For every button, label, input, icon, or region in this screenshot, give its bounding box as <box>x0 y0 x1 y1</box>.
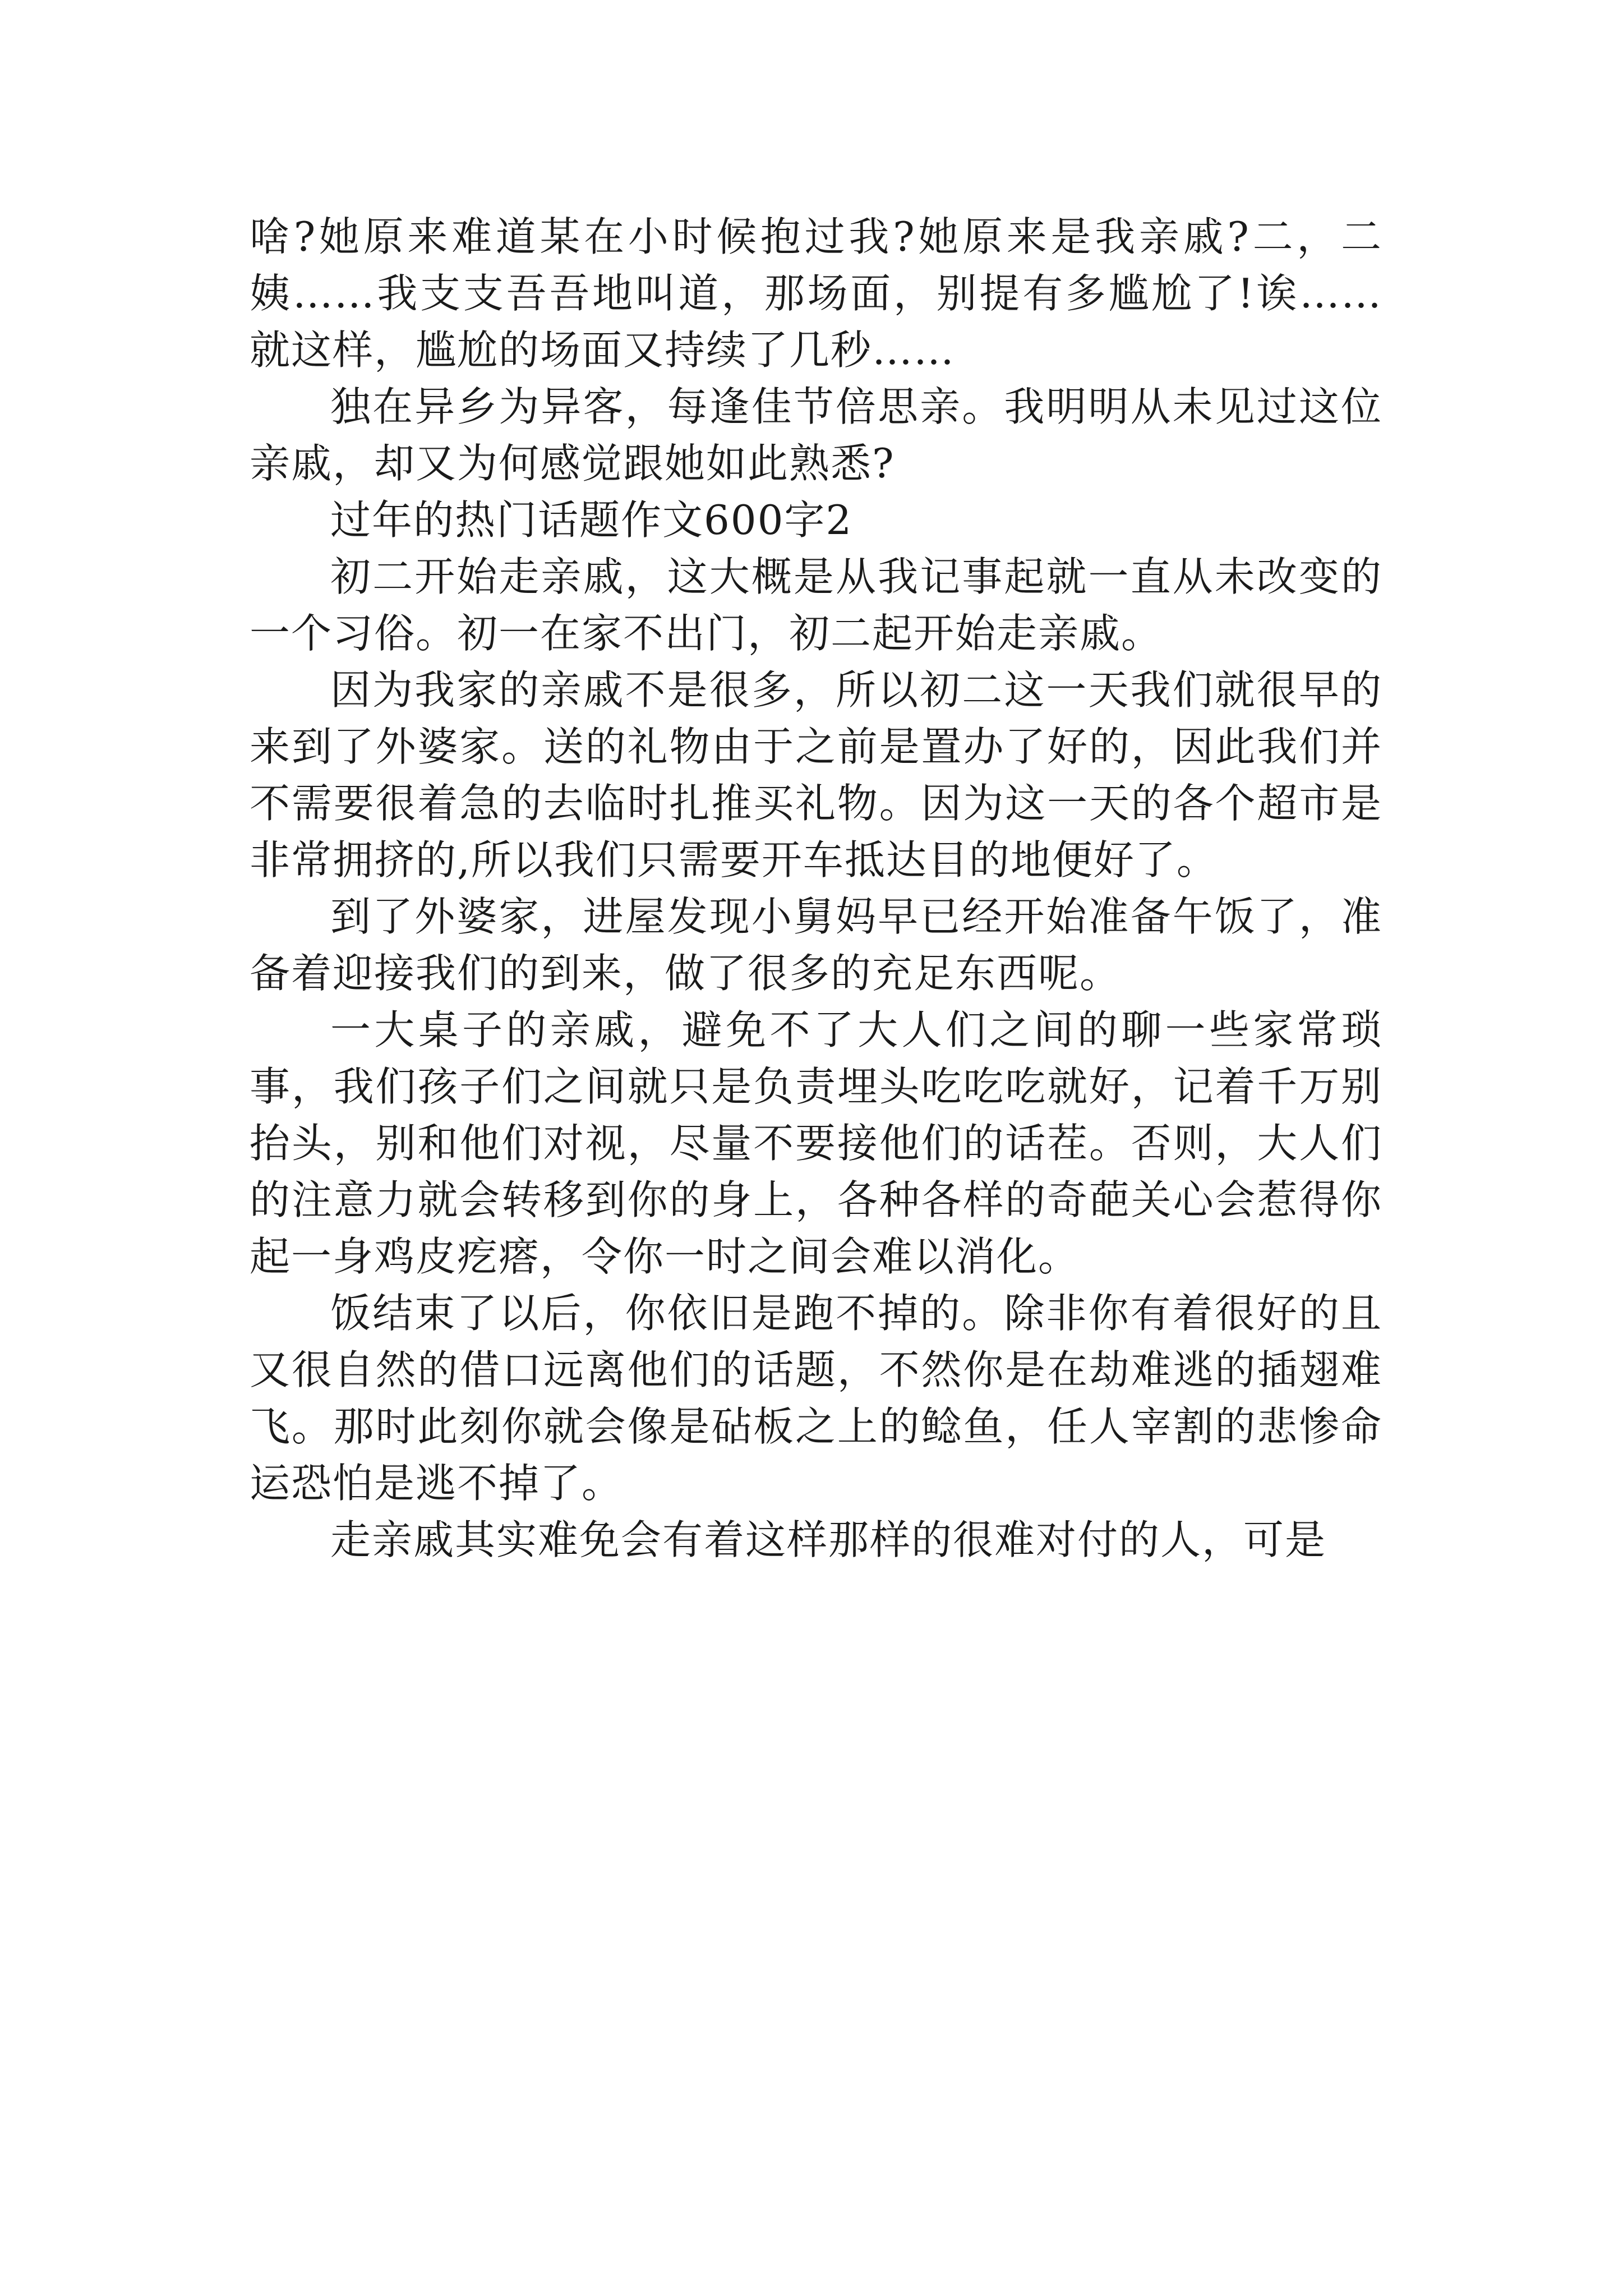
paragraph-2: 独在异乡为异客，每逢佳节倍思亲。我明明从未见过这位亲戚，却又为何感觉跟她如此熟悉? <box>250 383 1382 487</box>
paragraph-1: 啥?她原来难道某在小时候抱过我?她原来是我亲戚?二，二姨……我支支吾吾地叫道，那场面，别提有多尴尬了!诶……就这样，尴尬的场面又持续了几秒…… <box>250 213 1382 374</box>
paragraph-7: 饭结束了以后，你依旧是跑不掉的。除非你有着很好的且又很自然的借口远离他们的话题，不然你是在劫难逃的插翅难飞。那时此刻你就会像是砧板之上的鲶鱼，任人宰割的悲惨命运恐怕是逃不掉了。 <box>250 1290 1382 1507</box>
paragraph-3: 初二开始走亲戚，这大概是从我记事起就一直从未改变的一个习俗。初一在家不出门，初二起开始走亲戚。 <box>250 553 1382 657</box>
document-body <box>250 209 1382 1568</box>
section-heading: 过年的热门话题作文600字2 <box>330 496 853 544</box>
paragraph-6: 一大桌子的亲戚，避免不了大人们之间的聊一些家常琐事，我们孩子们之间就只是负责埋头吃吃吃就好，记着千万别抬头，别和他们对视，尽量不要接他们的话茬。否则，大人们的注意力就会转移到你的身上，各种各样的奇葩关心会惹得你起一身鸡皮疙瘩，令你一时之间会难以消化。 <box>250 1006 1382 1280</box>
paragraph-8: 走亲戚其实难免会有着这样那样的很难对付的人，可是 <box>330 1516 1327 1563</box>
paragraph-5: 到了外婆家，进屋发现小舅妈早已经开始准备午饭了，准备着迎接我们的到来，做了很多的充足东西呢。 <box>250 893 1382 997</box>
paragraph-4: 因为我家的亲戚不是很多，所以初二这一天我们就很早的来到了外婆家。送的礼物由于之前是置办了好的，因此我们并不需要很着急的去临时扎推买礼物。因为这一天的各个超市是非常拥挤的,所以我们只需要开车抵达目的地便好了。 <box>250 666 1382 884</box>
